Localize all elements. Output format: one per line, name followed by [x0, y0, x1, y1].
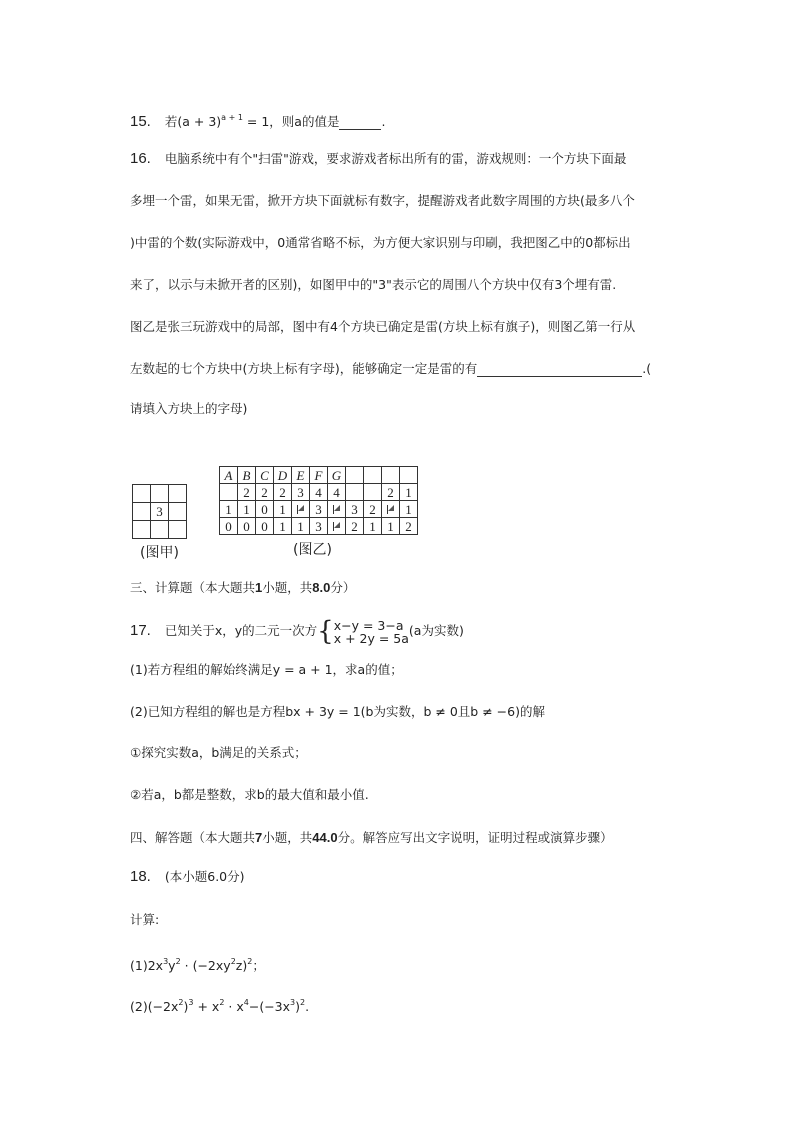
- grid-cell: 2: [382, 484, 400, 501]
- question-16-line-5: 图乙是张三玩游戏中的局部，图中有4个方块已确定是雷(方块上标有旗子)，则图乙第一行从: [130, 319, 636, 334]
- question-16-line-3: )中雷的个数(实际游戏中，0通常省略不标，为方便大家识别与印刷，我把图乙中的0都标出: [130, 235, 631, 250]
- question-16-line-2: 多埋一个雷，如果无雷，掀开方块下面就标有数字，提醒游戏者此数字周围的方块(最多八个: [130, 193, 635, 208]
- grid-cell: 2: [238, 484, 256, 501]
- grid-cell: [133, 521, 151, 539]
- question-18-instruction: 计算:: [130, 912, 160, 927]
- grid-letter-cell: G: [328, 467, 346, 484]
- question-number: 17.: [130, 622, 151, 639]
- grid-cell: 2: [256, 484, 274, 501]
- flag-icon: [333, 522, 341, 531]
- grid-cell: [169, 521, 187, 539]
- grid-cell: 1: [238, 501, 256, 518]
- grid-cell-flag: [382, 501, 400, 518]
- grid-cell: 1: [220, 501, 238, 518]
- brace-symbol: {: [317, 616, 334, 647]
- figure-yi-caption: (图乙): [293, 542, 332, 558]
- question-15: 15. 若$(a + 3)^{a + 1} = 1$，则a的值是 .: [130, 113, 386, 130]
- question-number: 16.: [130, 150, 151, 167]
- flag-icon: [333, 505, 341, 514]
- question-number: 18.: [130, 868, 151, 885]
- figure-jia-grid: [132, 484, 187, 539]
- grid-cell: 1: [400, 484, 418, 501]
- grid-cell: 4: [310, 484, 328, 501]
- grid-letter-cell: [382, 467, 400, 484]
- grid-cell: 1: [364, 518, 382, 535]
- question-17-part-1: (1)若方程组的解始终满足y = a + 1，求a的值；: [130, 662, 403, 677]
- grid-cell: 0: [256, 501, 274, 518]
- grid-cell-flag: [328, 501, 346, 518]
- section-4-heading: 四、解答题（本大题共7小题，共44.0分。解答应写出文字说明，证明过程或演算步骤）: [130, 830, 613, 845]
- question-16-line-4: 来了，以示与未掀开者的区别)，如图甲中的"3"表示它的周围八个方块中仅有3个埋有雷.: [130, 277, 617, 292]
- grid-cell: 4: [328, 484, 346, 501]
- question-18: 18. (本小题6.0分): [130, 868, 245, 885]
- question-17-part-2: (2)已知方程组的解也是方程bx + 3y = 1(b为实数，b ≠ 0且b ≠ −6)的解: [130, 704, 545, 719]
- grid-row: [220, 501, 418, 518]
- grid-cell: 0: [220, 518, 238, 535]
- grid-cell: 3: [346, 501, 364, 518]
- question-18-part-1: $(1)2x^3y^2 \cdot (-2xy^2z)^2$；: [130, 957, 265, 973]
- grid-letter-cell: [400, 467, 418, 484]
- grid-cell: 3: [310, 501, 328, 518]
- grid-cell: 0: [238, 518, 256, 535]
- grid-letter-cell: A: [220, 467, 238, 484]
- grid-row: [133, 485, 187, 503]
- grid-cell: 2: [400, 518, 418, 535]
- section-3-heading: 三、计算题（本大题共1小题，共8.0分）: [130, 580, 356, 595]
- grid-cell: 2: [346, 518, 364, 535]
- grid-row: [133, 521, 187, 539]
- figure-yi-grid: [219, 466, 418, 535]
- grid-cell: 1: [382, 518, 400, 535]
- question-16-line-1: 16. 电脑系统中有个"扫雷"游戏，要求游戏者标出所有的雷，游戏规则：一个方块下面最: [130, 150, 627, 167]
- grid-letter-cell: C: [256, 467, 274, 484]
- grid-cell-flag: [292, 501, 310, 518]
- grid-cell: 3: [151, 503, 169, 521]
- grid-cell: 1: [292, 518, 310, 535]
- grid-cell: 1: [400, 501, 418, 518]
- grid-cell-flag: [328, 518, 346, 535]
- question-17-part-2-2: ②若a，b都是整数，求b的最大值和最小值.: [130, 787, 369, 802]
- grid-letter-cell: B: [238, 467, 256, 484]
- grid-row: [133, 503, 187, 521]
- flag-icon: [387, 505, 395, 514]
- answer-blank[interactable]: [477, 364, 642, 377]
- answer-blank[interactable]: [339, 117, 381, 130]
- flag-icon: [297, 505, 305, 514]
- grid-letter-cell: D: [274, 467, 292, 484]
- grid-cell: [133, 503, 151, 521]
- grid-cell: [133, 485, 151, 503]
- grid-letter-cell: [346, 467, 364, 484]
- grid-cell: [151, 485, 169, 503]
- grid-cell: [169, 485, 187, 503]
- question-18-part-2: $(2)(-2x^2)^3 + x^2 \cdot x^4-(-3x^3)^2$.: [130, 998, 310, 1014]
- question-16-line-6: 左数起的七个方块中(方块上标有字母)，能够确定一定是雷的有 .(: [130, 361, 652, 376]
- grid-cell: 0: [256, 518, 274, 535]
- equation-system: x−y = 3−a x + 2y = 5a: [333, 617, 409, 646]
- grid-cell: [169, 503, 187, 521]
- grid-cell: 1: [274, 501, 292, 518]
- question-17-part-2-1: ①探究实数a，b满足的关系式；: [130, 745, 307, 760]
- grid-letter-cell: E: [292, 467, 310, 484]
- grid-cell: 3: [292, 484, 310, 501]
- question-number: 15.: [130, 113, 151, 130]
- grid-cell: 3: [310, 518, 328, 535]
- grid-row: [220, 484, 418, 501]
- grid-cell: [151, 521, 169, 539]
- question-17: 17. 已知关于x，y的二元一次方{ x−y = 3−a x + 2y = 5a (a为实数): [130, 616, 464, 647]
- grid-letter-cell: [364, 467, 382, 484]
- grid-cell: 2: [274, 484, 292, 501]
- grid-cell: [346, 484, 364, 501]
- grid-cell: [364, 484, 382, 501]
- grid-row: [220, 518, 418, 535]
- grid-cell: 2: [364, 501, 382, 518]
- figure-jia-caption: (图甲): [140, 545, 179, 561]
- grid-cell: [220, 484, 238, 501]
- question-16-line-7: 请填入方块上的字母): [130, 401, 248, 416]
- grid-letter-cell: F: [310, 467, 328, 484]
- grid-cell: 1: [274, 518, 292, 535]
- grid-header-row: [220, 467, 418, 484]
